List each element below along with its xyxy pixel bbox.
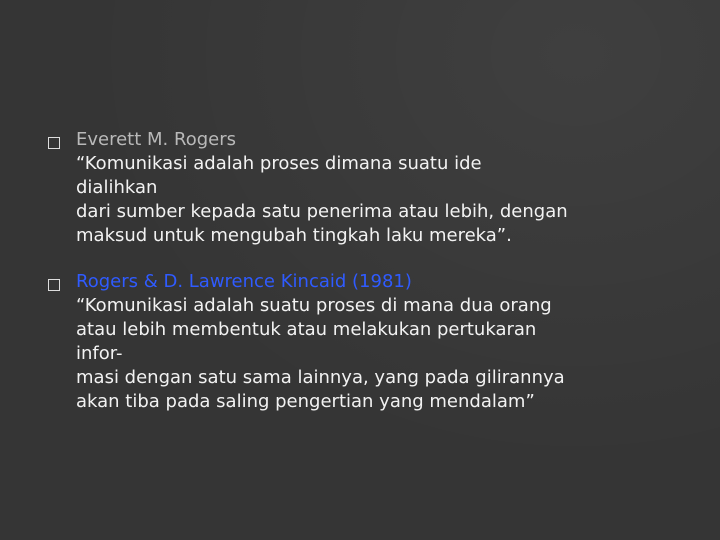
bullet-line: masi dengan satu sama lainnya, yang pada gilirannya [76, 367, 565, 388]
bullet-line: dialihkan [76, 177, 158, 198]
bullet-line: dari sumber kepada satu penerima atau lebih, dengan [76, 201, 568, 222]
bullet-line: atau lebih membentuk atau melakukan pertukaran [76, 319, 537, 340]
square-bullet-icon [48, 279, 60, 291]
bullet-line: “Komunikasi adalah proses dimana suatu ide [76, 153, 482, 174]
bullet-heading: Rogers & D. Lawrence Kincaid (1981) [76, 271, 412, 292]
bullet-text [76, 128, 568, 248]
bullet-heading: Everett M. Rogers [76, 129, 236, 150]
bullet-line: “Komunikasi adalah suatu proses di mana dua orang [76, 295, 552, 316]
bullet-line: maksud untuk mengubah tingkah laku mereka”. [76, 225, 512, 246]
bullet-line: infor- [76, 343, 123, 364]
square-bullet-icon [48, 137, 60, 149]
bullet-item-rogers [48, 128, 688, 248]
slide-content [48, 128, 688, 436]
bullet-item-rogers-kincaid [48, 270, 688, 414]
bullet-line: akan tiba pada saling pengertian yang mendalam” [76, 391, 535, 412]
bullet-text [76, 270, 565, 414]
